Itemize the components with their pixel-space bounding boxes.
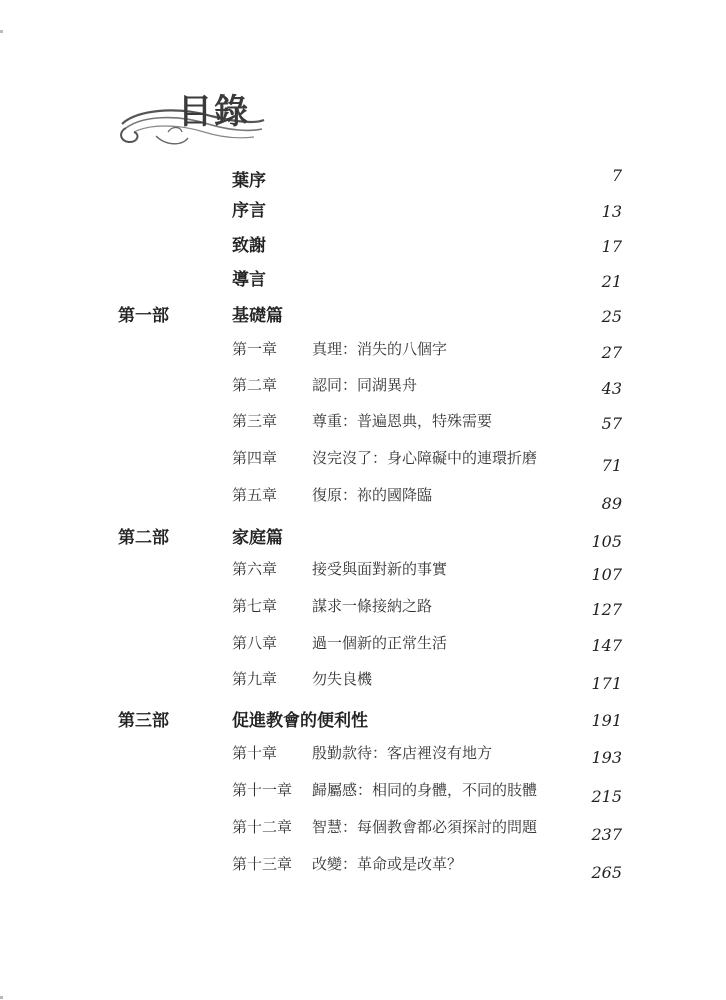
part-title: 基礎篇 — [232, 306, 283, 326]
chapter-label: 第二章 — [232, 376, 278, 394]
page-number: 171 — [591, 674, 622, 693]
chapter-title: 智慧：每個教會都必須探討的問題 — [312, 818, 538, 836]
page-number: 193 — [591, 748, 622, 767]
page-title: 目錄 — [178, 92, 250, 132]
chapter-title: 沒完沒了：身心障礙中的連環折磨 — [312, 449, 538, 467]
chapter-label: 第九章 — [232, 670, 278, 688]
chapter-label: 第六章 — [232, 560, 278, 578]
chapter-title: 謀求一條接納之路 — [312, 597, 433, 615]
crop-mark — [0, 30, 3, 33]
page-number: 21 — [601, 272, 622, 291]
part-label: 第二部 — [118, 528, 169, 548]
chapter-label: 第四章 — [232, 449, 278, 467]
chapter-title: 殷勤款待：客店裡沒有地方 — [312, 744, 493, 762]
chapter-title: 接受與面對新的事實 — [312, 560, 448, 578]
part-label: 第一部 — [118, 306, 169, 326]
page-number: 71 — [601, 456, 622, 475]
page-number: 43 — [601, 379, 622, 398]
chapter-title: 勿失良機 — [312, 670, 373, 688]
chapter-label: 第十二章 — [232, 818, 293, 836]
part-label: 第三部 — [118, 711, 169, 731]
chapter-label: 第十三章 — [232, 855, 293, 873]
page-number: 105 — [591, 532, 622, 551]
chapter-title: 改變：革命或是改革？ — [312, 855, 463, 873]
page-number: 89 — [601, 494, 622, 513]
page-number: 265 — [591, 863, 622, 882]
front-matter-title: 葉序 — [232, 171, 266, 191]
page-number: 107 — [591, 565, 622, 584]
page-number: 215 — [591, 787, 622, 806]
chapter-title: 尊重：普遍恩典，特殊需要 — [312, 412, 493, 430]
chapter-title: 復原：祢的國降臨 — [312, 486, 433, 504]
chapter-label: 第一章 — [232, 340, 278, 358]
part-title: 促進教會的便利性 — [232, 711, 368, 731]
chapter-label: 第十章 — [232, 744, 278, 762]
page-number: 17 — [601, 237, 622, 256]
chapter-title: 過一個新的正常生活 — [312, 634, 448, 652]
front-matter-title: 序言 — [232, 201, 266, 221]
chapter-title: 真理：消失的八個字 — [312, 340, 448, 358]
chapter-title: 認同：同湖異舟 — [312, 376, 418, 394]
page-number: 237 — [591, 825, 622, 844]
page-number: 191 — [591, 711, 622, 730]
page-number: 57 — [601, 414, 622, 433]
page-number: 7 — [611, 166, 622, 185]
part-title: 家庭篇 — [232, 528, 283, 548]
chapter-label: 第三章 — [232, 412, 278, 430]
page-number: 25 — [601, 307, 622, 326]
front-matter-title: 致謝 — [232, 236, 266, 256]
chapter-label: 第八章 — [232, 634, 278, 652]
page-number: 13 — [601, 202, 622, 221]
chapter-label: 第十一章 — [232, 781, 293, 799]
page-number: 27 — [601, 343, 622, 362]
chapter-label: 第五章 — [232, 486, 278, 504]
crop-mark — [0, 996, 3, 999]
chapter-title: 歸屬感：相同的身體，不同的肢體 — [312, 781, 538, 799]
page-number: 147 — [591, 636, 622, 655]
chapter-label: 第七章 — [232, 597, 278, 615]
page-number: 127 — [591, 600, 622, 619]
front-matter-title: 導言 — [232, 270, 266, 290]
toc-heading — [116, 82, 266, 152]
